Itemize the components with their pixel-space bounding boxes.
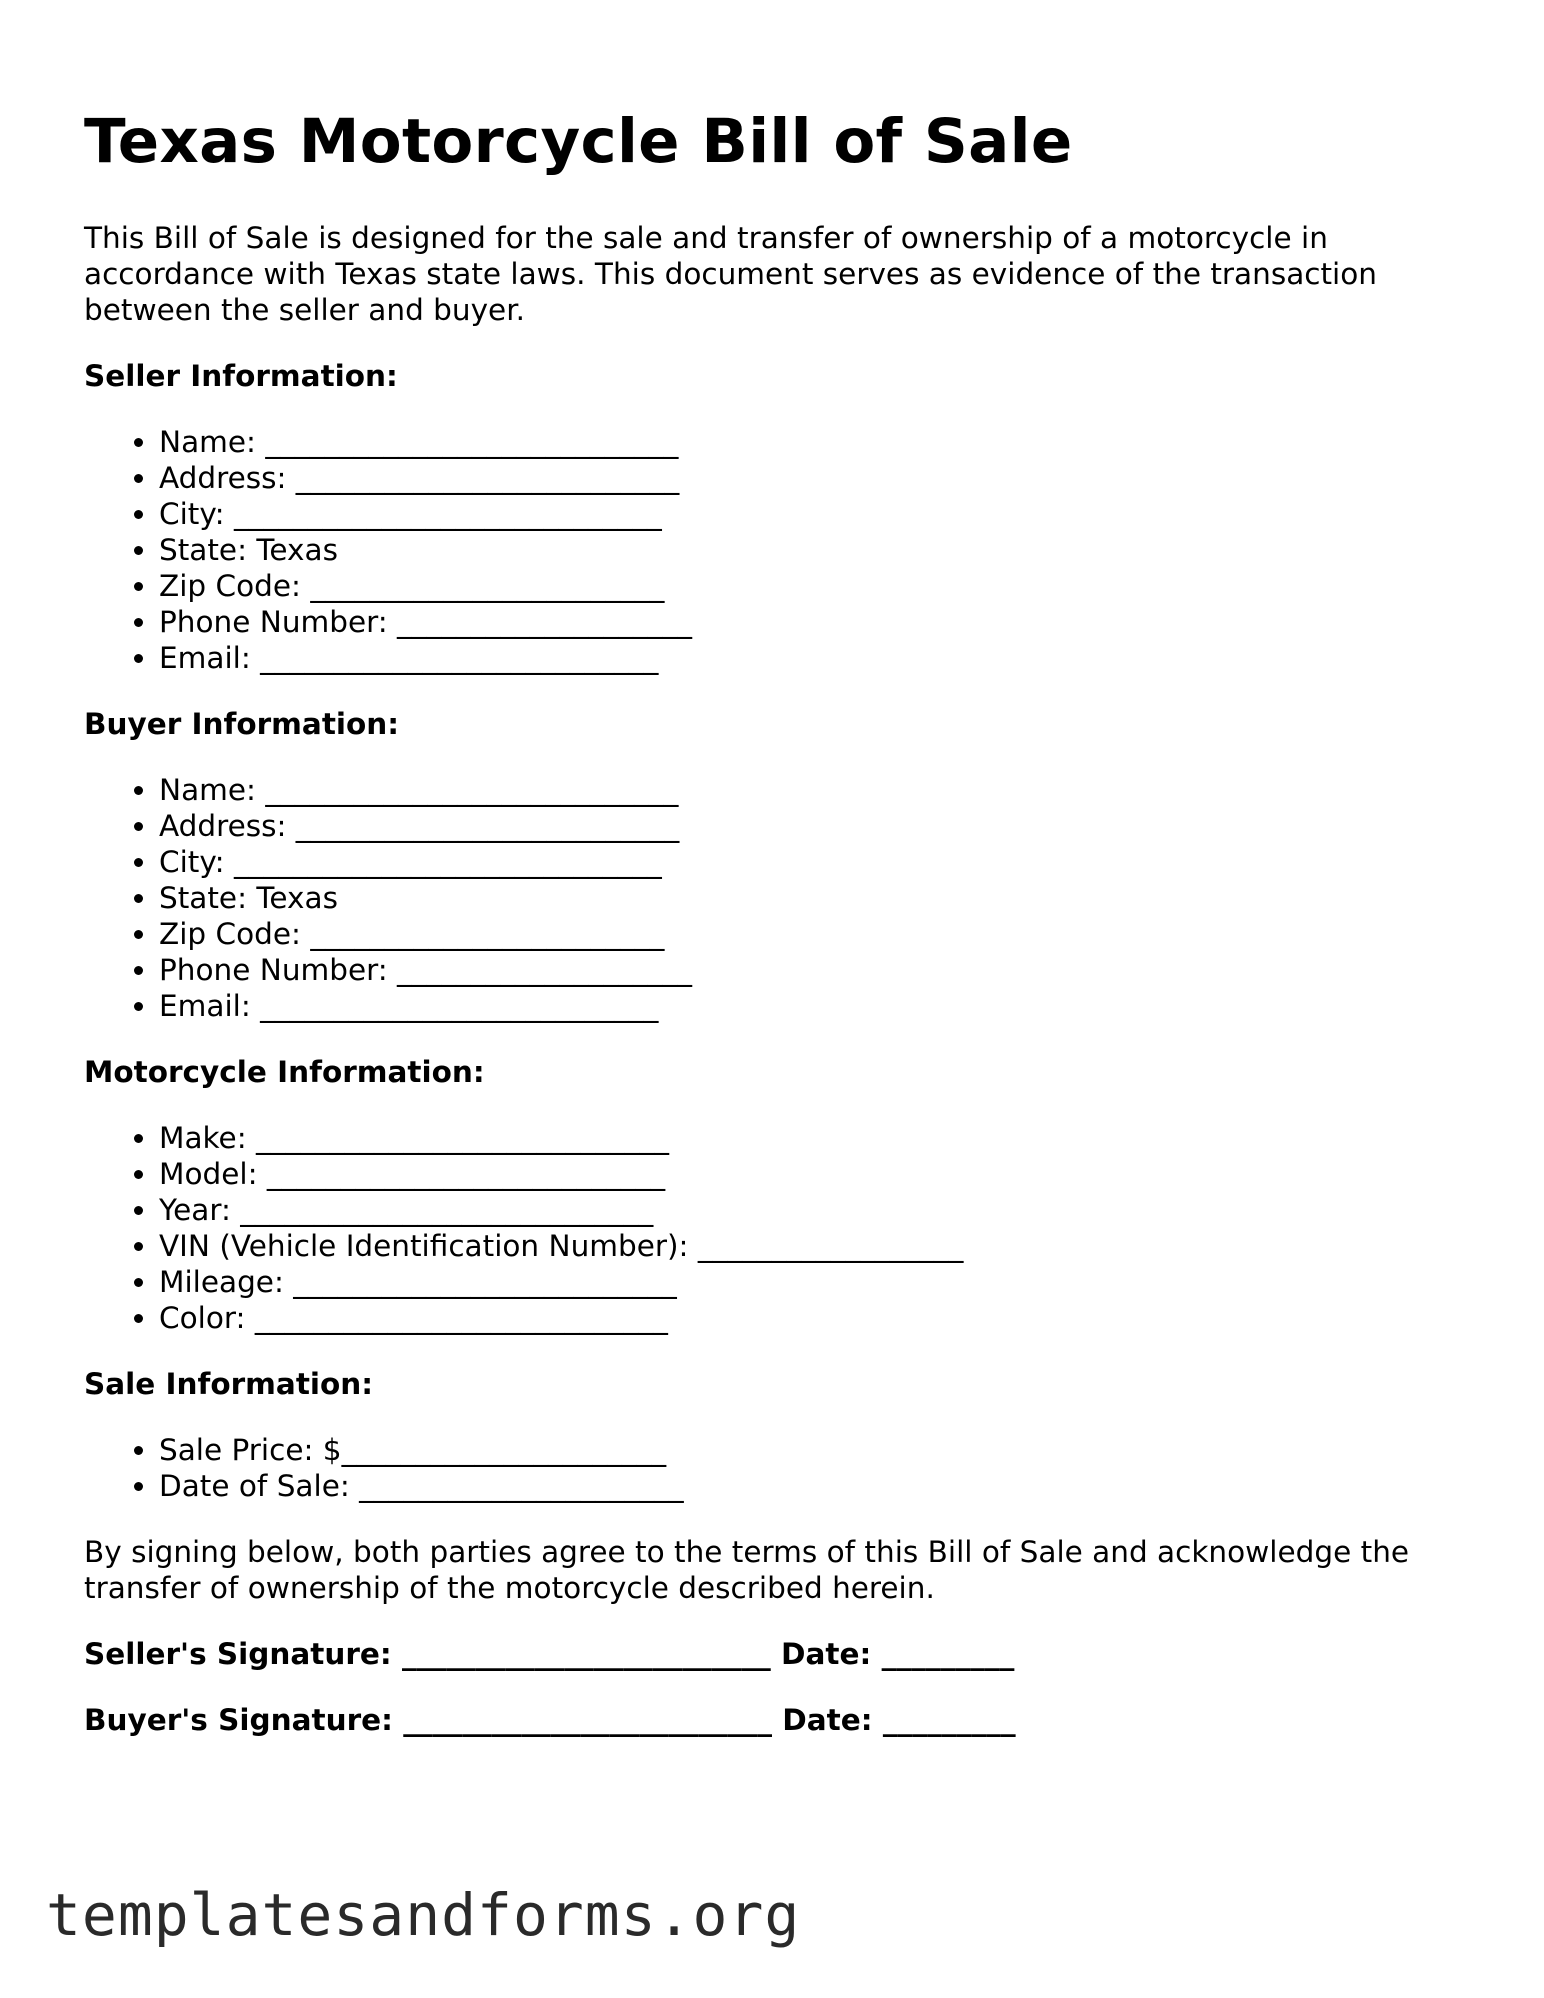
seller-section-heading: Seller Information: <box>84 359 398 393</box>
buyer-signature-line: Buyer's Signature: _________________________ Date: _________ <box>84 1703 1016 1737</box>
buyer-state-field: • State: Texas <box>159 880 1484 916</box>
seller-state-field: • State: Texas <box>159 532 1484 568</box>
seller-city-field: • City: _____________________________ <box>159 496 1484 532</box>
motorcycle-vin-field: • VIN (Vehicle Identification Number): __________________ <box>159 1228 1484 1264</box>
seller-email-field: • Email: ___________________________ <box>159 640 1484 676</box>
buyer-section-heading: Buyer Information: <box>84 707 400 741</box>
seller-zip-field: • Zip Code: ________________________ <box>159 568 1484 604</box>
seller-phone-field: • Phone Number: ____________________ <box>159 604 1484 640</box>
buyer-zip-field: • Zip Code: ________________________ <box>159 916 1484 952</box>
closing-paragraph: By signing below, both parties agree to the terms of this Bill of Sale and acknowledge the transfer of ownership of the motorcycle described herein. <box>84 1535 1410 1605</box>
seller-signature-line: Seller's Signature: _________________________ Date: _________ <box>84 1637 1015 1671</box>
motorcycle-color-field: • Color: ____________________________ <box>159 1300 1484 1336</box>
document-title: Texas Motorcycle Bill of Sale <box>84 106 1073 177</box>
buyer-phone-field: • Phone Number: ____________________ <box>159 952 1484 988</box>
motorcycle-mileage-field: • Mileage: __________________________ <box>159 1264 1484 1300</box>
buyer-email-field: • Email: ___________________________ <box>159 988 1484 1024</box>
seller-fields-list <box>84 424 1484 676</box>
sale-fields-list <box>84 1432 1484 1504</box>
site-watermark: templatesandforms.org <box>46 1881 801 1949</box>
seller-address-field: • Address: __________________________ <box>159 460 1484 496</box>
buyer-city-field: • City: _____________________________ <box>159 844 1484 880</box>
buyer-address-field: • Address: __________________________ <box>159 808 1484 844</box>
motorcycle-make-field: • Make: ____________________________ <box>159 1120 1484 1156</box>
intro-paragraph: This Bill of Sale is designed for the sale and transfer of ownership of a motorcycle in accordance with Texas state laws. This document serves as evidence of the transaction between the seller and buyer. <box>84 221 1378 327</box>
motorcycle-year-field: • Year: ____________________________ <box>159 1192 1484 1228</box>
sale-price-field: • Sale Price: $______________________ <box>159 1432 1484 1468</box>
buyer-fields-list <box>84 772 1484 1024</box>
motorcycle-model-field: • Model: ___________________________ <box>159 1156 1484 1192</box>
seller-name-field: • Name: ____________________________ <box>159 424 1484 460</box>
buyer-name-field: • Name: ____________________________ <box>159 772 1484 808</box>
document-page <box>84 0 1484 1738</box>
sale-section-heading: Sale Information: <box>84 1367 374 1401</box>
motorcycle-fields-list <box>84 1120 1484 1336</box>
sale-date-field: • Date of Sale: ______________________ <box>159 1468 1484 1504</box>
motorcycle-section-heading: Motorcycle Information: <box>84 1055 485 1089</box>
